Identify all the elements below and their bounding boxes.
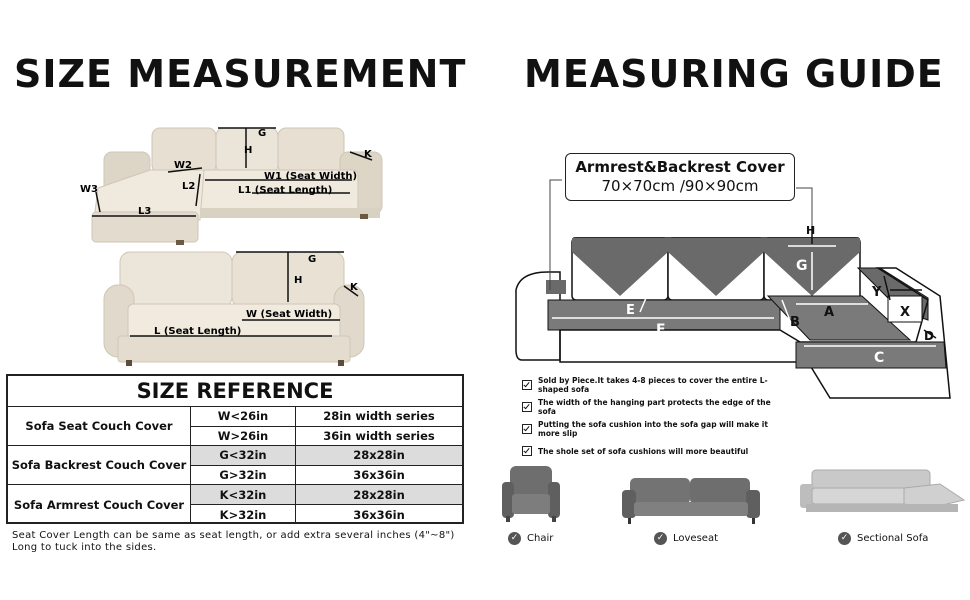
title-measuring-guide: MEASURING GUIDE — [524, 52, 944, 96]
label-w2: W2 — [174, 160, 192, 171]
label-l3: L3 — [138, 206, 152, 217]
ref-size: K>32in — [191, 505, 296, 524]
check-circle-icon: ✓ — [654, 532, 667, 545]
size-reference-title: SIZE REFERENCE — [8, 376, 462, 407]
size-reference-table — [6, 374, 464, 524]
checkbox-icon — [522, 424, 532, 434]
check-item: Sold by Piece.It takes 4-8 pieces to cover the entire L-shaped sofa — [522, 374, 772, 396]
ref-series: 28x28in — [353, 487, 405, 502]
label-l1: L1 (Seat Length) — [238, 185, 333, 196]
ref-series: 36in width series — [323, 428, 435, 443]
ref-group-label: Sofa Backrest Couch Cover — [8, 446, 191, 484]
ref-size: W<26in — [191, 407, 296, 426]
chair-illustration — [502, 466, 560, 522]
guide-box-title: Armrest&Backrest Cover — [575, 158, 785, 176]
letter-a: A — [824, 305, 835, 320]
label-sofa-l: L (Seat Length) — [154, 326, 242, 337]
letter-g: G — [796, 258, 808, 274]
label-l2: L2 — [182, 181, 196, 192]
seat-length-note: Seat Cover Length can be same as seat length, or add extra several inches (4"~8") Long to tuck into the sides. — [12, 530, 455, 553]
sectional-sofa-thumb-illustration — [800, 470, 964, 512]
ref-group-backrest — [8, 446, 462, 485]
loveseat-illustration — [622, 478, 760, 524]
letter-b: B — [790, 315, 800, 330]
label-k: K — [364, 149, 372, 160]
ref-series: 28x28in — [353, 448, 405, 463]
letter-h: H — [806, 224, 816, 237]
label-sofa-w: W (Seat Width) — [246, 309, 333, 320]
ref-size: G>32in — [191, 466, 296, 485]
armrest-backrest-box — [565, 153, 795, 201]
label-w3: W3 — [80, 184, 98, 195]
ref-series: 28in width series — [323, 409, 435, 424]
ref-size: W>26in — [191, 427, 296, 446]
ref-size: G<32in — [191, 446, 296, 465]
type-sectional-sofa: ✓ Sectional Sofa — [838, 532, 928, 545]
ref-series: 36x36in — [353, 467, 405, 482]
ref-group-seat — [8, 407, 462, 446]
guide-box-sizes: 70×70cm /90×90cm — [601, 177, 759, 195]
checkbox-icon — [522, 446, 532, 456]
type-chair: ✓ Chair — [508, 532, 553, 545]
ref-group-armrest — [8, 485, 462, 524]
type-loveseat: ✓ Loveseat — [654, 532, 718, 545]
letter-f: F — [656, 322, 666, 338]
ref-group-label: Sofa Armrest Couch Cover — [8, 485, 191, 524]
letter-c: C — [874, 350, 885, 366]
title-size-measurement: SIZE MEASUREMENT — [14, 52, 467, 96]
checkbox-icon — [522, 380, 532, 390]
checkbox-icon — [522, 402, 532, 412]
check-circle-icon: ✓ — [838, 532, 851, 545]
ref-size: K<32in — [191, 485, 296, 504]
letter-x: X — [900, 305, 911, 320]
label-h: H — [244, 145, 253, 156]
sectional-sofa-illustration — [92, 128, 382, 245]
ref-group-label: Sofa Seat Couch Cover — [8, 407, 191, 445]
label-sofa-k: K — [350, 282, 358, 293]
check-item: The width of the hanging part protects the edge of the sofa — [522, 396, 772, 418]
label-w1: W1 (Seat Width) — [264, 171, 358, 182]
letter-y: Y — [872, 285, 882, 300]
check-circle-icon: ✓ — [508, 532, 521, 545]
ref-series: 36x36in — [353, 507, 405, 522]
feature-checklist — [522, 374, 772, 462]
lsofa-illustration — [516, 180, 950, 398]
check-item: Putting the sofa cushion into the sofa gap will make it more slip — [522, 418, 772, 440]
letter-d: D — [924, 329, 934, 343]
label-g: G — [258, 128, 267, 139]
label-sofa-h: H — [294, 275, 303, 286]
check-item: The shole set of sofa cushions will more beautiful — [522, 440, 772, 462]
letter-e: E — [626, 303, 635, 318]
label-sofa-g: G — [308, 254, 317, 265]
